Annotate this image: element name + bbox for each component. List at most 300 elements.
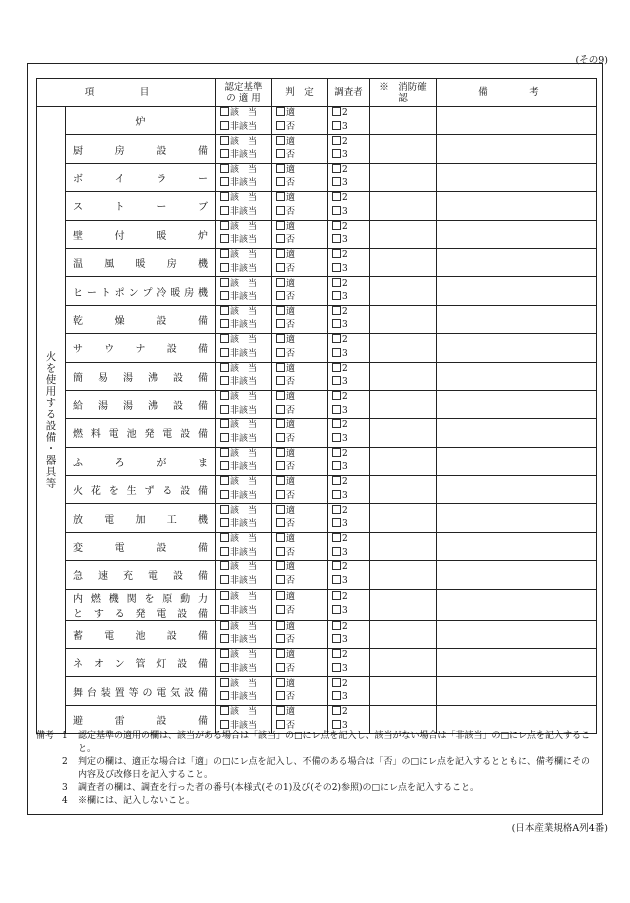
checkbox-applicable[interactable] (220, 334, 229, 343)
checkbox-inspector-3[interactable] (332, 461, 341, 470)
header-remarks: 備 考 (437, 79, 597, 107)
remark-number: 1 (62, 731, 68, 741)
checkbox-ng[interactable] (276, 263, 285, 272)
checkbox-inspector-3[interactable] (332, 263, 341, 272)
remark-note (36, 795, 598, 808)
item-name: ふ ろ が ま (66, 447, 216, 475)
remarks-cell[interactable] (437, 504, 597, 532)
remarks-cell[interactable] (437, 220, 597, 248)
inspector-cell: 2 3 (328, 419, 370, 447)
checkbox-inspector-2[interactable] (332, 391, 341, 400)
checkbox-inspector-2[interactable] (332, 591, 341, 600)
checkbox-ok[interactable] (276, 561, 285, 570)
fire-confirm-cell[interactable] (370, 504, 437, 532)
checkbox-inspector-3[interactable] (332, 490, 341, 499)
applicability-cell: 該 当 非該当 (216, 277, 272, 305)
remark-number: 4 (62, 796, 68, 806)
checkbox-not-applicable[interactable] (220, 663, 229, 672)
checkbox-inspector-2[interactable] (332, 505, 341, 514)
fire-confirm-cell[interactable] (370, 277, 437, 305)
inspector-cell: 2 3 (328, 589, 370, 620)
checkbox-applicable[interactable] (220, 278, 229, 287)
checkbox-ng[interactable] (276, 490, 285, 499)
remarks-cell[interactable] (437, 334, 597, 362)
checkbox-ng[interactable] (276, 291, 285, 300)
checkbox-inspector-2[interactable] (332, 561, 341, 570)
remarks-cell[interactable] (437, 447, 597, 475)
checkbox-not-applicable[interactable] (220, 149, 229, 158)
remarks-cell[interactable] (437, 390, 597, 418)
judgment-cell: 適 否 (272, 192, 328, 220)
remark-text: 認定基準の適用の欄は、該当がある場合は「該当」の□にレ点を記入し、該当がない場合は「非該当」の□にレ点を記入すること。 (78, 731, 591, 754)
checkbox-ng[interactable] (276, 691, 285, 700)
judgment-cell: 適 否 (272, 504, 328, 532)
judgment-cell: 適 否 (272, 305, 328, 333)
checkbox-applicable[interactable] (220, 591, 229, 600)
applicability-cell: 該 当 非該当 (216, 677, 272, 705)
remark-text: 調査者の欄は、調査を行った者の番号(本様式(その1)及び(その2)参照)の□にレ点を記入すること。 (78, 783, 480, 793)
checkbox-not-applicable[interactable] (220, 461, 229, 470)
checkbox-applicable[interactable] (220, 706, 229, 715)
checkbox-ok[interactable] (276, 306, 285, 315)
fire-confirm-cell[interactable] (370, 192, 437, 220)
remarks-cell[interactable] (437, 561, 597, 589)
checkbox-inspector-2[interactable] (332, 136, 341, 145)
item-name: サ ウ ナ 設 備 (66, 334, 216, 362)
inspector-cell: 2 3 (328, 248, 370, 276)
checkbox-inspector-3[interactable] (332, 149, 341, 158)
fire-confirm-cell[interactable] (370, 589, 437, 620)
item-name: 蓄 電 池 設 備 (66, 620, 216, 648)
checkbox-not-applicable[interactable] (220, 490, 229, 499)
checkbox-applicable[interactable] (220, 476, 229, 485)
checkbox-ok[interactable] (276, 278, 285, 287)
remark-note (36, 730, 598, 756)
fire-confirm-cell[interactable] (370, 334, 437, 362)
table-row (37, 476, 597, 504)
fire-confirm-cell[interactable] (370, 419, 437, 447)
item-name: 放 電 加 工 機 (66, 504, 216, 532)
item-name: 急 速 充 電 設 備 (66, 561, 216, 589)
table-row (37, 192, 597, 220)
table-row (37, 220, 597, 248)
checkbox-inspector-3[interactable] (332, 121, 341, 130)
fire-confirm-cell[interactable] (370, 107, 437, 135)
checkbox-inspector-2[interactable] (332, 476, 341, 485)
fire-confirm-cell[interactable] (370, 677, 437, 705)
checkbox-inspector-2[interactable] (332, 278, 341, 287)
checkbox-inspector-3[interactable] (332, 634, 341, 643)
remarks-cell[interactable] (437, 589, 597, 620)
remarks-cell[interactable] (437, 248, 597, 276)
checkbox-not-applicable[interactable] (220, 547, 229, 556)
checkbox-inspector-3[interactable] (332, 720, 341, 729)
fire-confirm-cell[interactable] (370, 476, 437, 504)
table-row (37, 532, 597, 560)
inspector-cell: 2 3 (328, 163, 370, 191)
judgment-cell: 適 否 (272, 447, 328, 475)
checkbox-inspector-3[interactable] (332, 319, 341, 328)
table-row (37, 107, 597, 135)
judgment-cell: 適 否 (272, 677, 328, 705)
checkbox-inspector-2[interactable] (332, 192, 341, 201)
checkbox-ok[interactable] (276, 621, 285, 630)
inspector-cell: 2 3 (328, 677, 370, 705)
checkbox-ng[interactable] (276, 433, 285, 442)
judgment-cell: 適 否 (272, 362, 328, 390)
checkbox-ng[interactable] (276, 575, 285, 584)
applicability-cell: 該 当 非該当 (216, 362, 272, 390)
table-row (37, 135, 597, 163)
applicability-cell: 該 当 非該当 (216, 220, 272, 248)
remark-number: 2 (62, 757, 68, 767)
table-row (37, 419, 597, 447)
form-number: (その9) (575, 55, 608, 66)
checkbox-inspector-3[interactable] (332, 234, 341, 243)
remarks-cell[interactable] (437, 649, 597, 677)
remarks-cell[interactable] (437, 163, 597, 191)
judgment-cell: 適 否 (272, 163, 328, 191)
checkbox-applicable[interactable] (220, 363, 229, 372)
checkbox-ok[interactable] (276, 706, 285, 715)
item-name: 避 雷 設 備 (66, 705, 216, 733)
applicability-cell: 該 当 非該当 (216, 589, 272, 620)
fire-confirm-cell[interactable] (370, 305, 437, 333)
checkbox-ok[interactable] (276, 591, 285, 600)
header-inspector: 調査者 (328, 79, 370, 107)
applicability-cell: 該 当 非該当 (216, 620, 272, 648)
inspector-cell: 2 3 (328, 649, 370, 677)
fire-confirm-cell[interactable] (370, 620, 437, 648)
checkbox-ok[interactable] (276, 448, 285, 457)
remarks-cell[interactable] (437, 362, 597, 390)
checkbox-ng[interactable] (276, 405, 285, 414)
checkbox-inspector-2[interactable] (332, 249, 341, 258)
checkbox-inspector-3[interactable] (332, 177, 341, 186)
applicability-cell: 該 当 非該当 (216, 447, 272, 475)
remark-text: 判定の欄は、適正な場合は「適」の□にレ点を記入し、不備のある場合は「否」の□にレ点を記入するとともに、備考欄にその内容及び改修日を記入すること。 (78, 757, 591, 780)
checkbox-not-applicable[interactable] (220, 263, 229, 272)
checkbox-inspector-3[interactable] (332, 518, 341, 527)
item-name: 簡 易 湯 沸 設 備 (66, 362, 216, 390)
checkbox-ok[interactable] (276, 334, 285, 343)
checkbox-ng[interactable] (276, 547, 285, 556)
checkbox-inspector-2[interactable] (332, 221, 341, 230)
fire-confirm-cell[interactable] (370, 649, 437, 677)
applicability-cell: 該 当 非該当 (216, 561, 272, 589)
applicability-cell: 該 当 非該当 (216, 705, 272, 733)
checkbox-applicable[interactable] (220, 649, 229, 658)
remarks-label (36, 756, 62, 782)
checkbox-ok[interactable] (276, 221, 285, 230)
checkbox-inspector-3[interactable] (332, 691, 341, 700)
applicability-cell: 該 当 非該当 (216, 305, 272, 333)
applicability-cell: 該 当 非該当 (216, 532, 272, 560)
category-label: 火を使用する設備・器具等 (37, 107, 66, 734)
fire-confirm-cell[interactable] (370, 135, 437, 163)
judgment-cell: 適 否 (272, 220, 328, 248)
table-row (37, 277, 597, 305)
checkbox-applicable[interactable] (220, 419, 229, 428)
fire-confirm-cell[interactable] (370, 220, 437, 248)
applicability-cell: 該 当 非該当 (216, 248, 272, 276)
item-name: 変 電 設 備 (66, 532, 216, 560)
table-row (37, 163, 597, 191)
checkbox-applicable[interactable] (220, 448, 229, 457)
checkbox-inspector-2[interactable] (332, 164, 341, 173)
checkbox-inspector-3[interactable] (332, 376, 341, 385)
remarks-cell[interactable] (437, 620, 597, 648)
judgment-cell: 適 否 (272, 620, 328, 648)
checkbox-not-applicable[interactable] (220, 376, 229, 385)
judgment-cell: 適 否 (272, 390, 328, 418)
item-name: ヒ ー ト ポ ン プ 冷 暖 房 機 (66, 277, 216, 305)
checkbox-ok[interactable] (276, 192, 285, 201)
checkbox-not-applicable[interactable] (220, 121, 229, 130)
applicability-cell: 該 当 非該当 (216, 135, 272, 163)
judgment-cell: 適 否 (272, 589, 328, 620)
fire-confirm-cell[interactable] (370, 248, 437, 276)
judgment-cell: 適 否 (272, 277, 328, 305)
checkbox-inspector-2[interactable] (332, 706, 341, 715)
item-name: 厨 房 設 備 (66, 135, 216, 163)
checkbox-inspector-3[interactable] (332, 605, 341, 614)
checkbox-ng[interactable] (276, 149, 285, 158)
judgment-cell: 適 否 (272, 649, 328, 677)
table-row (37, 248, 597, 276)
remarks-cell[interactable] (437, 107, 597, 135)
applicability-cell: 該 当 非該当 (216, 419, 272, 447)
applicability-cell: 該 当 非該当 (216, 192, 272, 220)
checkbox-inspector-2[interactable] (332, 334, 341, 343)
checkbox-applicable[interactable] (220, 107, 229, 116)
checkbox-not-applicable[interactable] (220, 575, 229, 584)
applicability-cell: 該 当 非該当 (216, 163, 272, 191)
remarks-section (36, 730, 598, 808)
inspector-cell: 2 3 (328, 705, 370, 733)
checkbox-ok[interactable] (276, 391, 285, 400)
table-row (37, 677, 597, 705)
inspector-cell: 2 3 (328, 135, 370, 163)
checkbox-inspector-2[interactable] (332, 107, 341, 116)
fire-confirm-cell[interactable] (370, 561, 437, 589)
checkbox-inspector-2[interactable] (332, 533, 341, 542)
table-row (37, 620, 597, 648)
inspector-cell: 2 3 (328, 447, 370, 475)
judgment-cell: 適 否 (272, 334, 328, 362)
inspector-cell: 2 3 (328, 362, 370, 390)
item-name: 火 花 を 生 ず る 設 備 (66, 476, 216, 504)
remark-number: 3 (62, 783, 68, 793)
checkbox-inspector-3[interactable] (332, 348, 341, 357)
checkbox-ng[interactable] (276, 663, 285, 672)
checkbox-inspector-3[interactable] (332, 433, 341, 442)
checkbox-ng[interactable] (276, 348, 285, 357)
checkbox-applicable[interactable] (220, 678, 229, 687)
table-row (37, 305, 597, 333)
inspector-cell: 2 3 (328, 277, 370, 305)
checkbox-not-applicable[interactable] (220, 348, 229, 357)
checkbox-ng[interactable] (276, 461, 285, 470)
checkbox-inspector-3[interactable] (332, 206, 341, 215)
checkbox-ng[interactable] (276, 376, 285, 385)
checkbox-ok[interactable] (276, 419, 285, 428)
inspector-cell: 2 3 (328, 532, 370, 560)
checkbox-not-applicable[interactable] (220, 177, 229, 186)
checkbox-ok[interactable] (276, 678, 285, 687)
remarks-cell[interactable] (437, 192, 597, 220)
checkbox-inspector-3[interactable] (332, 405, 341, 414)
checkbox-ng[interactable] (276, 634, 285, 643)
checkbox-ok[interactable] (276, 107, 285, 116)
checkbox-not-applicable[interactable] (220, 206, 229, 215)
applicability-cell: 該 当 非該当 (216, 334, 272, 362)
checkbox-ng[interactable] (276, 206, 285, 215)
inspector-cell: 2 3 (328, 504, 370, 532)
checkbox-inspector-3[interactable] (332, 291, 341, 300)
checkbox-inspector-2[interactable] (332, 306, 341, 315)
item-name: ボ イ ラ ー (66, 163, 216, 191)
applicability-cell: 該 当 非該当 (216, 476, 272, 504)
applicability-cell: 該 当 非該当 (216, 390, 272, 418)
remarks-cell[interactable] (437, 677, 597, 705)
checkbox-ng[interactable] (276, 177, 285, 186)
checkbox-applicable[interactable] (220, 136, 229, 145)
judgment-cell: 適 否 (272, 107, 328, 135)
header-fire-confirm: ※ 消防確 認 (370, 79, 437, 107)
inspector-cell: 2 3 (328, 620, 370, 648)
table-row (37, 362, 597, 390)
fire-confirm-cell[interactable] (370, 362, 437, 390)
checkbox-ng[interactable] (276, 121, 285, 130)
checkbox-applicable[interactable] (220, 306, 229, 315)
checkbox-ok[interactable] (276, 649, 285, 658)
checkbox-not-applicable[interactable] (220, 518, 229, 527)
remarks-cell[interactable] (437, 305, 597, 333)
checkbox-ng[interactable] (276, 518, 285, 527)
checkbox-ok[interactable] (276, 505, 285, 514)
judgment-cell: 適 否 (272, 135, 328, 163)
checkbox-ok[interactable] (276, 164, 285, 173)
checkbox-inspector-3[interactable] (332, 575, 341, 584)
item-name: 舞 台 装 置 等 の 電 気 設 備 (66, 677, 216, 705)
item-name: 壁 付 暖 炉 (66, 220, 216, 248)
table-row (37, 334, 597, 362)
checkbox-ok[interactable] (276, 476, 285, 485)
checkbox-not-applicable[interactable] (220, 691, 229, 700)
remarks-cell[interactable] (437, 532, 597, 560)
judgment-cell: 適 否 (272, 419, 328, 447)
item-name: 燃 料 電 池 発 電 設 備 (66, 419, 216, 447)
applicability-cell: 該 当 非該当 (216, 649, 272, 677)
remarks-label (36, 782, 62, 795)
remark-note (36, 756, 598, 782)
checkbox-not-applicable[interactable] (220, 405, 229, 414)
item-name: ネ オ ン 管 灯 設 備 (66, 649, 216, 677)
checkbox-ok[interactable] (276, 533, 285, 542)
checkbox-inspector-2[interactable] (332, 649, 341, 658)
checkbox-inspector-3[interactable] (332, 663, 341, 672)
remarks-cell[interactable] (437, 135, 597, 163)
checkbox-applicable[interactable] (220, 561, 229, 570)
checkbox-applicable[interactable] (220, 505, 229, 514)
inspector-cell: 2 3 (328, 476, 370, 504)
checkbox-ok[interactable] (276, 136, 285, 145)
checkbox-applicable[interactable] (220, 249, 229, 258)
applicability-cell: 該 当 非該当 (216, 107, 272, 135)
checkbox-applicable[interactable] (220, 221, 229, 230)
fire-confirm-cell[interactable] (370, 163, 437, 191)
checkbox-ok[interactable] (276, 249, 285, 258)
inspection-table (36, 78, 597, 734)
remarks-cell[interactable] (437, 476, 597, 504)
checkbox-not-applicable[interactable] (220, 319, 229, 328)
checkbox-inspector-3[interactable] (332, 547, 341, 556)
item-name: 温 風 暖 房 機 (66, 248, 216, 276)
applicability-cell: 該 当 非該当 (216, 504, 272, 532)
checkbox-ok[interactable] (276, 363, 285, 372)
table-row (37, 561, 597, 589)
judgment-cell: 適 否 (272, 705, 328, 733)
header-item: 項 目 (37, 79, 216, 107)
fire-confirm-cell[interactable] (370, 532, 437, 560)
checkbox-not-applicable[interactable] (220, 234, 229, 243)
checkbox-not-applicable[interactable] (220, 720, 229, 729)
table-row (37, 447, 597, 475)
inspector-cell: 2 3 (328, 220, 370, 248)
checkbox-not-applicable[interactable] (220, 605, 229, 614)
checkbox-not-applicable[interactable] (220, 634, 229, 643)
checkbox-inspector-2[interactable] (332, 419, 341, 428)
fire-confirm-cell[interactable] (370, 447, 437, 475)
checkbox-ng[interactable] (276, 720, 285, 729)
paper-size-note: (日本産業規格A列4番) (511, 823, 608, 834)
checkbox-inspector-2[interactable] (332, 678, 341, 687)
item-name: 炉 (66, 107, 216, 135)
table-row (37, 504, 597, 532)
inspector-cell: 2 3 (328, 561, 370, 589)
inspector-cell: 2 3 (328, 192, 370, 220)
judgment-cell: 適 否 (272, 561, 328, 589)
checkbox-not-applicable[interactable] (220, 433, 229, 442)
checkbox-inspector-2[interactable] (332, 448, 341, 457)
checkbox-applicable[interactable] (220, 621, 229, 630)
remark-text: ※欄には、記入しないこと。 (78, 796, 196, 806)
form-frame (27, 63, 603, 815)
item-name: 乾 燥 設 備 (66, 305, 216, 333)
table-row (37, 649, 597, 677)
judgment-cell: 適 否 (272, 532, 328, 560)
checkbox-applicable[interactable] (220, 164, 229, 173)
table-header-row (37, 79, 597, 107)
checkbox-ng[interactable] (276, 234, 285, 243)
judgment-cell: 適 否 (272, 248, 328, 276)
checkbox-applicable[interactable] (220, 391, 229, 400)
inspector-cell: 2 3 (328, 390, 370, 418)
checkbox-inspector-2[interactable] (332, 363, 341, 372)
inspector-cell: 2 3 (328, 334, 370, 362)
checkbox-inspector-2[interactable] (332, 621, 341, 630)
checkbox-ng[interactable] (276, 319, 285, 328)
inspector-cell: 2 3 (328, 107, 370, 135)
fire-confirm-cell[interactable] (370, 390, 437, 418)
remarks-cell[interactable] (437, 277, 597, 305)
remarks-cell[interactable] (437, 419, 597, 447)
checkbox-not-applicable[interactable] (220, 291, 229, 300)
checkbox-applicable[interactable] (220, 533, 229, 542)
checkbox-ng[interactable] (276, 605, 285, 614)
checkbox-applicable[interactable] (220, 192, 229, 201)
